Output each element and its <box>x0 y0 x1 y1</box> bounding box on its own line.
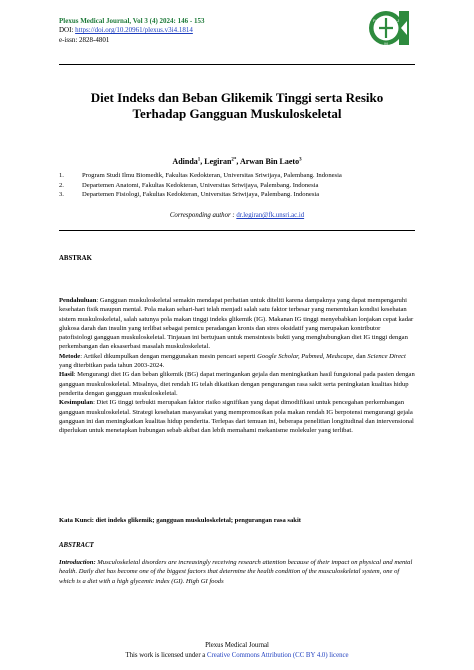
affiliation-text: Departemen Anatomi, Fakultas Kedokteran, Universitas Sriwijaya, Palembang. Indonesia <box>82 181 319 189</box>
metode-paragraph <box>59 352 415 371</box>
author-name: Arwan Bin Laeto <box>239 157 300 166</box>
footer-journal: Plexus Medical Journal <box>205 642 269 649</box>
doi-prefix: DOI: <box>59 26 76 35</box>
article-title <box>40 90 434 122</box>
kesimpulan-text: : Diet IG tinggi terbukti merupakan faktor risiko signifikan yang dapat dimodifikasi untuk pencegahan perkembangan gangguan muskuloskeletal. Strategi kesehatan masyarakat yang mempromosikan pola makan rendah IG berpotensi mengurangi gejala gangguan ini dan meningkatkan kualitas hidup penderita. Terlepas dari temuan ini, beberapa penelitian longitudinal dan intervensional diperlukan untuk menetapkan hubungan sebab akibat dan lebih memahami mekanisme molekuler yang terlibat. <box>59 399 414 435</box>
pendahuluan-text: : Gangguan muskuloskeletal semakin mendapat perhatian untuk diteliti karena dampaknya yang dapat mempengaruhi kesehatan fisik maupun mental. Pola makan sehari-hari telah menjadi salah satu faktor terbesar yang menentukan kondisi kesehatan sistem muskuloskeletal, salah satunya pola makan tinggi indeks glikemik (IG). Makanan IG tinggi menyebabkan lonjakan cepat kadar glukosa darah dan insulin yang terlibat sebagai pemicu peradangan kronis dan stres oksidatif yang merupakan kontributor patofisiologi gangguan muskuloskeletal. Tinjauan ini bertujuan untuk mensintesis bukti yang menghubungkan diet IG tinggi dengan perkembangan dan eksaserbasi masalah muskuloskeletal. <box>59 297 414 351</box>
hasil-label: Hasil <box>59 371 74 379</box>
doi-line <box>59 26 359 35</box>
pendahuluan-label: Pendahuluan <box>59 297 97 304</box>
author-affil: 3 <box>299 157 302 163</box>
affiliation-number: 2. <box>59 181 64 189</box>
corresponding-email-link[interactable]: dr.legiran@fk.unsri.ac.id <box>236 212 305 219</box>
affiliation-list <box>59 171 419 200</box>
doi-link[interactable]: https://doi.org/10.20961/plexus.v3i4.1814 <box>75 26 193 35</box>
author-name: Adinda <box>172 157 198 166</box>
metode-source-sd: Science Direct <box>367 352 406 360</box>
affiliation-item <box>59 171 419 181</box>
corresponding-author <box>40 212 434 219</box>
abstrak-body <box>59 296 415 435</box>
hasil-text: : Mengurangi diet IG dan beban glikemik (BG) dapat meringankan gejala dan meningkatkan hasil fungsional pada pasien dengan gangguan muskuloskeletal. Misalnya, diet rendah IG telah dikaitkan dengan pengurangan rasa sakit serta peningkatan kualitas hidup penderita dengan gangguan muskuloskeletal. <box>59 371 415 397</box>
metode-years: yang diterbitkan pada tahun 2003-2024. <box>59 362 165 370</box>
journal-header <box>59 17 359 45</box>
abstrak-heading: ABSTRAK <box>59 255 92 262</box>
footer-license <box>40 651 434 661</box>
svg-text:P: P <box>373 18 376 23</box>
author-affil: 2* <box>231 157 237 163</box>
license-prefix: This work is licensed under a <box>125 652 207 659</box>
affiliation-number: 3. <box>59 191 64 198</box>
kesimpulan-label: Kesimpulan <box>59 399 94 407</box>
metode-label: Metode <box>59 352 81 360</box>
affiliation-text: Departemen Fisiologi, Fakultas Kedokteran, Universitas Sriwijaya, Palembang. Indonesia <box>82 191 320 198</box>
license-link[interactable]: Creative Commons Attribution (CC BY 4.0) licence <box>207 652 349 659</box>
author-affil: 1 <box>197 157 201 163</box>
hasil-paragraph <box>59 370 415 398</box>
keywords: Kata Kunci: diet indeks glikemik; gangguan muskuloskeletal; pengurangan rasa sakit <box>59 517 301 524</box>
introduction-label: Introduction: <box>59 559 96 566</box>
affiliation-number: 1. <box>59 172 64 179</box>
affiliation-item <box>59 181 419 191</box>
section-divider <box>59 230 415 231</box>
introduction-text: Musculoskeletal disorders are increasingly receiving research attention because of their impact on physical and mental health. Daily diet has become one of the biggest factors that determine the health condition of the musculoskeletal system, one of which is a diet with a high glycemic index (GI). High GI foods <box>59 559 413 585</box>
abstract-body <box>59 558 415 586</box>
affiliation-item <box>59 190 419 200</box>
author-name: Legiran <box>204 157 232 166</box>
affiliation-text: Program Studi Ilmu Biomedik, Fakultas Kedokteran, Universitas Sriwijaya, Palembang. Indonesia <box>82 172 342 179</box>
metode-sources: Google Scholar, Pubmed, Medscape, <box>257 352 355 360</box>
issn: e-issn: 2828-4801 <box>59 35 110 44</box>
corresponding-label: Corresponding author <box>169 212 231 219</box>
journal-logo-icon <box>366 6 410 50</box>
title-line-1: Diet Indeks dan Beban Glikemik Tinggi serta Resiko <box>90 90 384 105</box>
title-line-2: Terhadap Gangguan Muskuloskeletal <box>132 106 342 121</box>
svg-text:M: M <box>384 41 388 46</box>
svg-text:J: J <box>397 18 399 23</box>
metode-and: dan <box>354 352 368 360</box>
corresponding-separator: : <box>230 212 237 219</box>
page-footer <box>40 641 434 661</box>
kesimpulan-paragraph <box>59 398 415 435</box>
abstract-heading: ABSTRACT <box>59 542 94 549</box>
header-divider <box>59 64 415 65</box>
author-list: Adinda$^1$, Legiran$^{2*}$, Arwan Bin Laeto$^3$ <box>172 157 302 166</box>
journal-citation: Plexus Medical Journal, Vol 3 (4) 2024: 146 - 153 <box>59 17 205 25</box>
pendahuluan-paragraph <box>59 296 415 352</box>
metode-text: : Artikel dikumpulkan dengan menggunakan mesin pencari seperti <box>80 352 258 360</box>
